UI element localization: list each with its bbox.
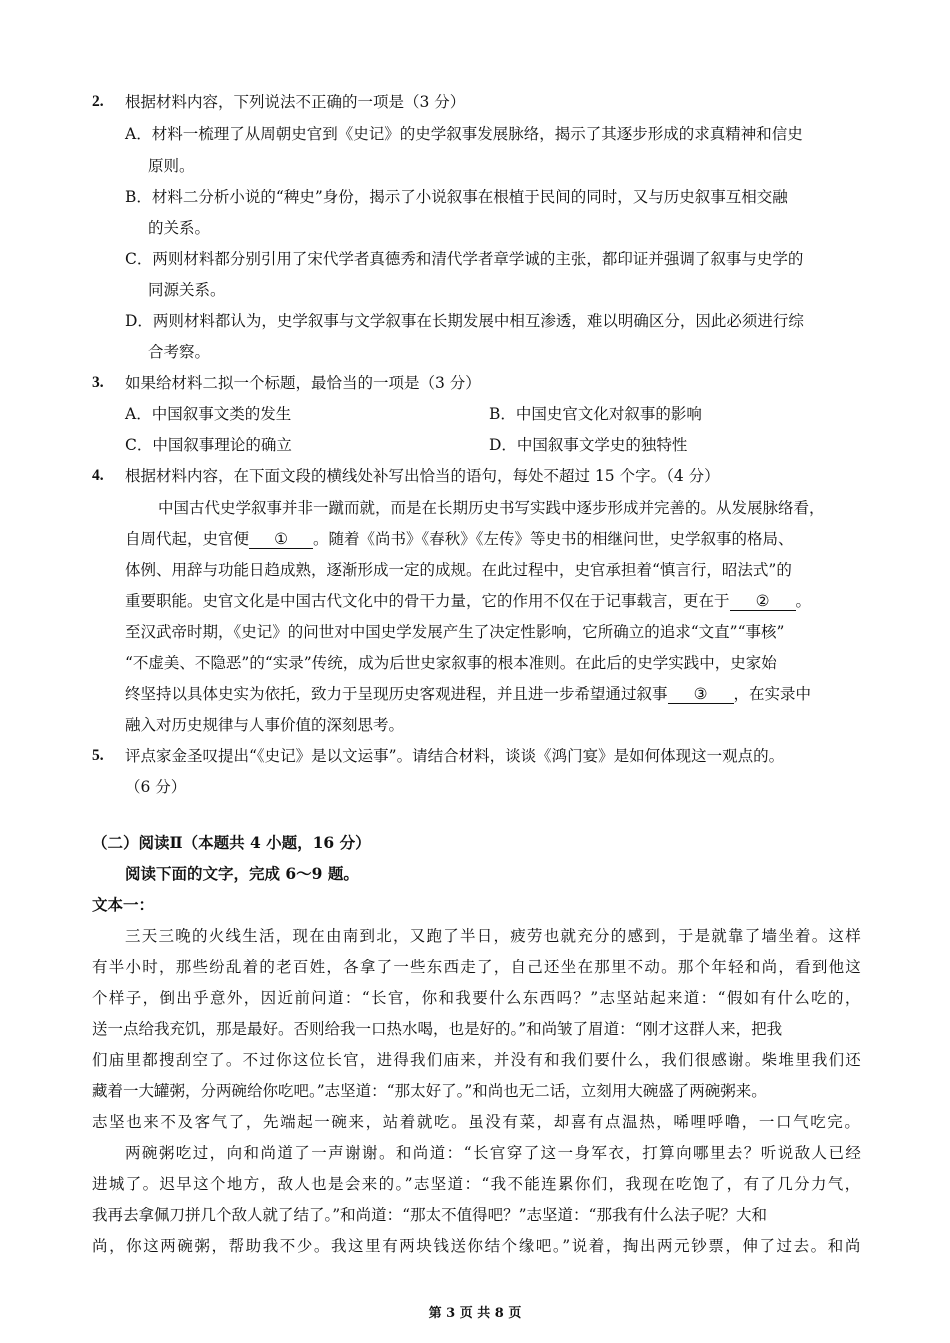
section-instructions: 阅读下面的文字，完成 6～9 题。	[125, 864, 359, 883]
passage-line: 三天三晚的火线生活，现在由南到北，又跑了半日，疲劳也就充分的感到，于是就靠了墙坐着。这样	[125, 927, 863, 945]
passage-line: 尚，你这两碗粥，帮助我不少。我这里有两块钱送你结个缘吧。”说着，掏出两元钞票，伸了过去。和尚	[92, 1237, 862, 1255]
q2-number: 2.	[92, 93, 104, 110]
q2-option-d: D．两则材料都认为，史学叙事与文学叙事在长期发展中相互渗透，难以明确区分，因此必须进行综	[125, 312, 804, 330]
q4-number: 4.	[92, 467, 104, 484]
q2-option-c: C．两则材料都分别引用了宋代学者真德秀和清代学者章学诚的主张，都印证并强调了叙事与史学的	[125, 250, 804, 268]
q2-option-b: B．材料二分析小说的“稗史”身份，揭示了小说叙事在根植于民间的同时，又与历史叙事互相交融	[125, 188, 788, 206]
passage-line: 们庙里都搜刮空了。不过你这位长官，进得我们庙来，并没有和我们要什么，我们很感谢。柴堆里我们还	[92, 1051, 863, 1069]
blank-2[interactable]: ②	[730, 592, 796, 611]
q2-option-a-cont: 原则。	[148, 157, 195, 175]
q4-passage-text: ，在实录中	[733, 685, 812, 703]
q4-passage-line	[125, 528, 794, 550]
q4-passage-line	[125, 590, 811, 612]
q2-option-c-cont: 同源关系。	[148, 281, 226, 299]
q3-stem: 如果给材料二拟一个标题，最恰当的一项是（3 分）	[125, 374, 481, 392]
q4-passage-line: 至汉武帝时期，《史记》的问世对中国史学发展产生了决定性影响，它所确立的追求“文直”“事核”	[125, 623, 785, 641]
passage-line: 志坚也来不及客气了，先端起一碗来，站着就吃。虽没有菜，却喜有点温热，唏哩呼噜，一口气吃完。	[92, 1113, 862, 1131]
q2-option-d-cont: 合考察。	[148, 343, 211, 361]
q3-number: 3.	[92, 374, 104, 391]
q3-option-c: C．中国叙事理论的确立	[125, 436, 292, 454]
q4-passage-line	[125, 683, 811, 705]
blank-1[interactable]: ①	[249, 530, 313, 549]
q4-stem: 根据材料内容，在下面文段的横线处补写出恰当的语句，每处不超过 15 个字。（4 分）	[125, 467, 720, 485]
q2-option-b-cont: 的关系。	[148, 219, 211, 237]
q3-option-d: D．中国叙事文学史的独特性	[489, 436, 688, 454]
q4-passage-text: 。随着《尚书》《春秋》《左传》等史书的相继问世，史学叙事的格局、	[313, 530, 794, 548]
q4-passage-line: 中国古代史学叙事并非一蹴而就，而是在长期历史书写实践中逐步形成并完善的。从发展脉络看，	[158, 499, 825, 517]
passage-line: 个样子，倒出乎意外，因近前问道：“长官，你和我要什么东西吗？”志坚站起来道：“假如有什么吃的，	[92, 989, 862, 1007]
passage-line: 藏着一大罐粥，分两碗给你吃吧。”志坚道：“那太好了。”和尚也无二话，立刻用大碗盛了两碗粥来。	[92, 1082, 767, 1100]
text-label: 文本一：	[92, 895, 155, 914]
section-heading: （二）阅读Ⅱ（本题共 4 小题，16 分）	[92, 833, 371, 852]
passage-line: 两碗粥吃过，向和尚道了一声谢谢。和尚道：“长官穿了这一身军衣，打算向哪里去？听说敌人已经	[125, 1144, 863, 1162]
q2-stem: 根据材料内容，下列说法不正确的一项是（3 分）	[125, 93, 466, 111]
passage-line: 送一点给我充饥，那是最好。否则给我一口热水喝，也是好的。”和尚皱了眉道：“刚才这群人来，把我	[92, 1020, 783, 1038]
q4-passage-text: 终坚持以具体史实为依托，致力于呈现历史客观进程，并且进一步希望通过叙事	[125, 685, 668, 703]
q3-option-a: A．中国叙事文类的发生	[125, 405, 292, 423]
passage-line: 我再去拿佩刀拼几个敌人就了结了。”和尚道：“那太不值得吧？”志坚道：“那我有什么法子呢？大和	[92, 1206, 767, 1224]
q4-passage-line: 融入对历史规律与人事价值的深刻思考。	[125, 716, 405, 734]
q4-passage-text: 重要职能。史官文化是中国古代文化中的骨干力量，它的作用不仅在于记事载言，更在于	[125, 592, 730, 610]
q3-option-b: B．中国史官文化对叙事的影响	[489, 405, 702, 423]
passage-line: 有半小时，那些纷乱着的老百姓，各拿了一些东西走了，自己还坐在那里不动。那个年轻和尚，看到他这	[92, 958, 863, 976]
q2-option-a: A．材料一梳理了从周朝史官到《史记》的史学叙事发展脉络，揭示了其逐步形成的求真精神和信史	[125, 125, 803, 143]
passage-line: 进城了。迟早这个地方，敌人也是会来的。”志坚道：“我不能连累你们，我现在吃饱了，有了几分力气，	[92, 1175, 862, 1193]
q5-stem: 评点家金圣叹提出“《史记》是以文运事”。请结合材料，谈谈《鸿门宴》是如何体现这一观点的。	[125, 747, 785, 765]
q4-passage-text: 。	[795, 592, 812, 610]
q4-passage-line: “不虚美、不隐恶”的“实录”传统，成为后世史家叙事的根本准则。在此后的史学实践中，史家始	[125, 654, 777, 672]
blank-3[interactable]: ③	[668, 685, 734, 704]
q4-passage-text: 自周代起，史官便	[125, 530, 250, 548]
page-footer: 第 3 页 共 8 页	[428, 1306, 522, 1321]
q5-score: （6 分）	[125, 778, 187, 796]
q5-number: 5.	[92, 747, 104, 764]
q4-passage-line: 体例、用辞与功能日趋成熟，逐渐形成一定的成规。在此过程中，史官承担着“慎言行，昭法式”的	[125, 561, 792, 579]
